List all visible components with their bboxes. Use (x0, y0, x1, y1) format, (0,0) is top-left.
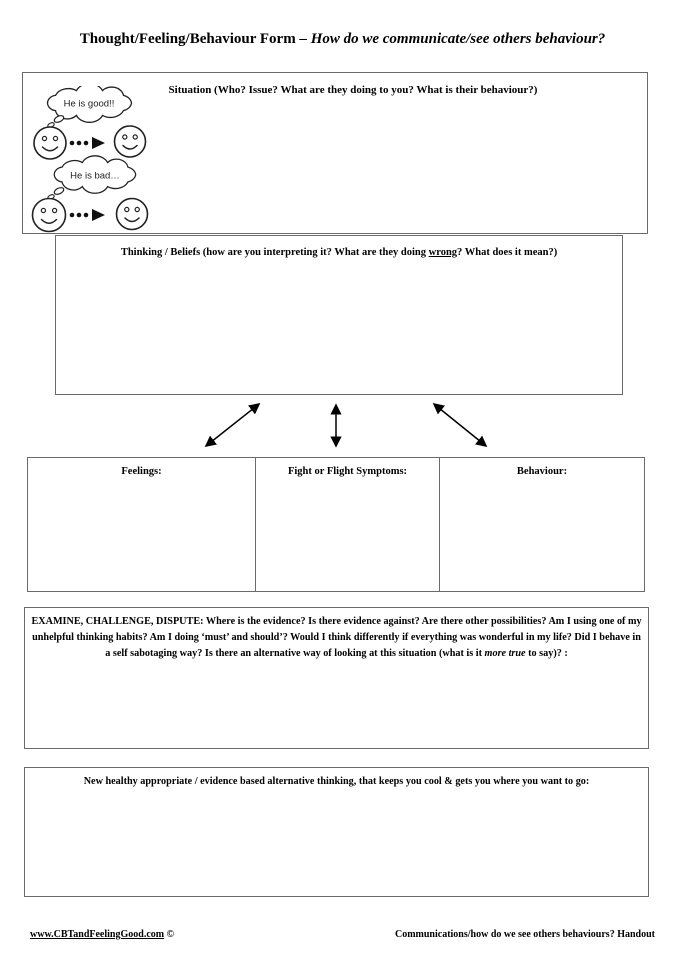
alternative-thinking-header: New healthy appropriate / evidence based alternative thinking, that keeps you cool & gets you where you want to go: (83, 776, 590, 787)
fight-or-flight-header: Fight or Flight Symptoms: (287, 466, 408, 477)
bubble-bad-text: He is bad… (70, 170, 120, 182)
examine-challenge-dispute-box (24, 607, 649, 749)
behaviour-header: Behaviour: (516, 466, 568, 477)
situation-header: Situation (Who? Issue? What are they doing to you? What is their behaviour?) (168, 84, 538, 96)
thought-bubble-good-icon (44, 86, 132, 132)
smiley-face-icon (115, 126, 146, 157)
feelings-header: Feelings: (121, 466, 162, 477)
double-arrow-right-icon (434, 404, 486, 446)
behaviour-column (440, 458, 644, 591)
page-title (0, 31, 685, 48)
copyright-symbol: © (166, 929, 175, 940)
page-title-roman: Thought/Feeling/Behaviour Form – (79, 31, 311, 47)
dotted-arrow-icon (70, 209, 105, 221)
smiley-face-icon (117, 199, 148, 230)
connector-arrows (0, 396, 685, 456)
alternative-thinking-box (24, 767, 649, 897)
examine-text-pre: EXAMINE, CHALLENGE, DISPUTE: Where is the evidence? Is there evidence against? Are there other possibilities? Am I using one of my unhelpful thinking habits? Am I doing ‘must’ and should’? Would I think differently if everything was wonderful in my life? Did I behave in a self sabotaging way? Is there an alternative way of looking at this situation (what is it (31, 616, 642, 659)
smiley-face-icon (34, 127, 66, 159)
feelings-column (28, 458, 256, 591)
thinking-header-underlined: wrong (428, 247, 458, 258)
thinking-beliefs-header (56, 236, 622, 258)
footer-left (30, 929, 174, 940)
double-arrow-left-icon (206, 404, 259, 446)
fight-or-flight-column (256, 458, 440, 591)
thinking-header-post: ? What does it mean?) (457, 247, 558, 258)
dotted-arrow-icon (70, 137, 105, 149)
communication-smileys-graphic (29, 86, 179, 236)
thought-bubble-bad-icon (44, 156, 136, 204)
situation-box (22, 72, 648, 234)
response-columns-box (27, 457, 645, 592)
examine-challenge-dispute-text (25, 608, 648, 661)
smiley-face-icon (33, 199, 66, 232)
thinking-beliefs-box (55, 235, 623, 395)
footer-right: Communications/how do we see others behaviours? Handout (394, 929, 655, 940)
bubble-good-text: He is good!! (63, 98, 115, 110)
page-footer (30, 929, 655, 940)
examine-text-post: to say)? : (525, 647, 568, 659)
thinking-header-pre: Thinking / Beliefs (how are you interpreting it? What are they doing (120, 247, 429, 258)
examine-text-italic: more true (484, 647, 526, 659)
website-link[interactable]: www.CBTandFeelingGood.com (30, 929, 165, 940)
page-title-italic: How do we communicate/see others behaviour? (310, 31, 606, 47)
